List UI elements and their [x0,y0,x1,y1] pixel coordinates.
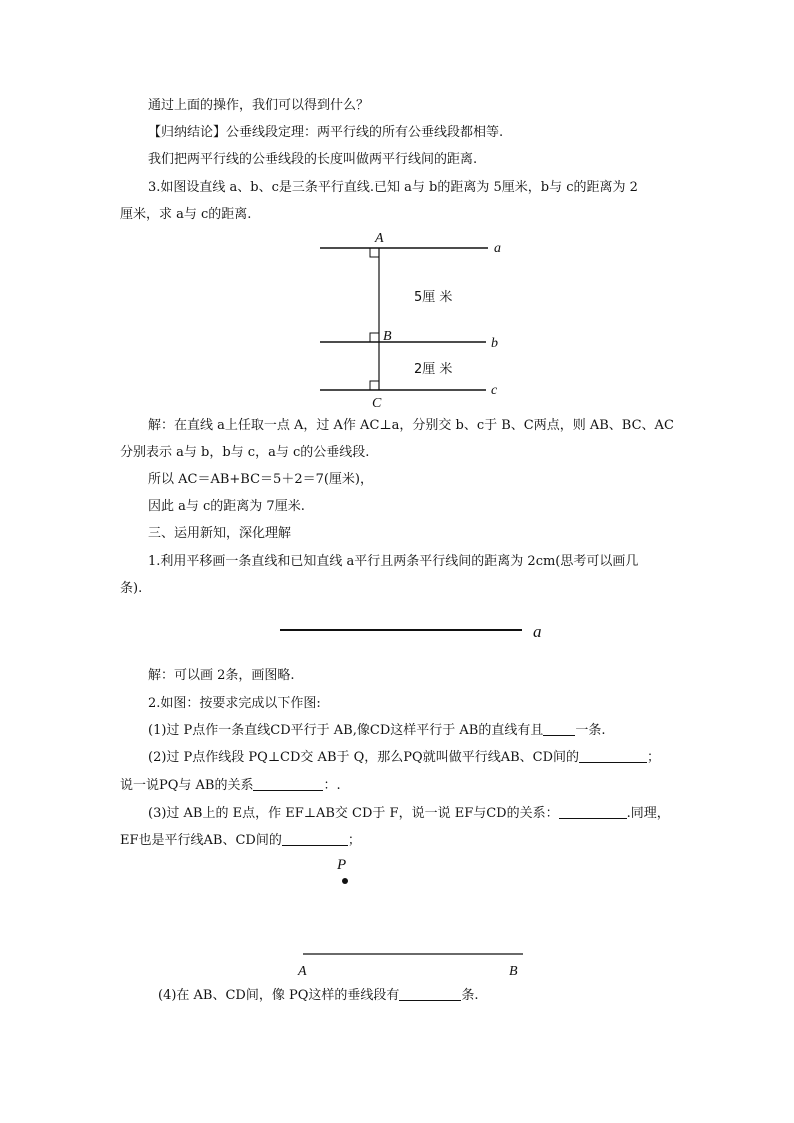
q2b-text-after: ：. [323,778,341,793]
exercise1-line1: 1.利用平移画一条直线和已知直线 a平行且两条平行线间的距离为 2cm(思考可以画几 [148,554,639,569]
point-P [342,878,348,884]
exercise1-answer: 解：可以画 2条，画图略. [148,668,295,683]
q4-text-after: 条. [461,988,479,1003]
q1-text-before: (1)过 P点作一条直线CD平行于 AB,像CD这样平行于 AB的直线有且 [148,723,544,738]
label-C: C [372,396,382,411]
solution3-line2: 分别表示 a与 b，b与 c，a与 c的公垂线段. [120,445,370,460]
q2b-answer-blank[interactable] [253,776,323,791]
distance-ab-label: 5厘 米 [414,290,453,305]
conclusion-text: 【归纳结论】公垂线段定理：两平行线的所有公垂线段都相等. [148,125,504,140]
q4-text-before: (4)在 AB、CD间，像 PQ这样的垂线段有 [158,988,400,1003]
q3b-text-before: EF也是平行线AB、CD间的 [120,833,282,848]
q4-answer-blank[interactable] [399,986,461,1001]
q2-text-after: ； [647,750,661,765]
solution3-line3: 所以 AC＝AB+BC＝5＋2＝7(厘米)， [148,472,373,487]
label-line-a: a [494,241,501,256]
right-angle-mark-a [370,248,379,257]
exercise2-q3 [148,804,670,824]
exercise2-q4 [158,986,479,1006]
distance-definition: 我们把两平行线的公垂线段的长度叫做两平行线间的距离. [148,152,478,167]
label-line-b: b [491,336,498,351]
exercise2-intro: 2.如图：按要求完成以下作图: [148,696,321,711]
q2-answer-blank[interactable] [579,748,647,763]
intro-question: 通过上面的操作，我们可以得到什么？ [148,98,370,113]
q3b-text-after: ； [347,833,361,848]
q1-answer-blank[interactable] [543,721,575,736]
section3-heading: 三、运用新知，深化理解 [148,526,292,541]
q3-answer-blank[interactable] [559,804,627,819]
problem3-line2: 厘米，求 a与 c的距离. [120,207,252,222]
solution3-line1: 解：在直线 a上任取一点 A，过 A作 AC⊥a，分别交 b、c于 B、C两点，则 AB、BC、AC [148,418,674,433]
right-angle-mark-c [370,381,379,390]
exercise2-q1 [148,721,605,741]
label-A-segment: A [298,964,307,979]
q2-text-before: (2)过 P点作线段 PQ⊥CD交 AB于 Q，那么PQ就叫做平行线AB、CD间的 [148,750,580,765]
solution3-line4: 因此 a与 c的距离为 7厘米. [148,499,305,514]
q3b-answer-blank[interactable] [282,831,348,846]
distance-bc-label: 2厘 米 [414,362,453,377]
label-A: A [375,231,384,246]
exercise2-q2b [120,776,341,796]
label-P: P [337,857,347,873]
exercise1-label-a: a [533,622,542,641]
label-B-segment: B [509,964,518,979]
exercise1-line2: 条). [120,581,143,596]
q3-text-before: (3)过 AB上的 E点，作 EF⊥AB交 CD于 F，说一说 EF与CD的关系： [148,806,559,821]
label-B: B [383,329,392,344]
q3-text-after: .同理， [626,806,670,821]
label-line-c: c [491,383,498,398]
right-angle-mark-b [370,333,379,342]
q1-text-after: 一条. [575,723,606,738]
exercise2-q2 [148,748,660,768]
q2b-text-before: 说一说PQ与 AB的关系 [120,778,254,793]
exercise2-q3b [120,831,361,851]
problem3-line1: 3.如图设直线 a、b、c是三条平行直线.已知 a与 b的距离为 5厘米，b与 c的距离为 2 [148,180,638,195]
